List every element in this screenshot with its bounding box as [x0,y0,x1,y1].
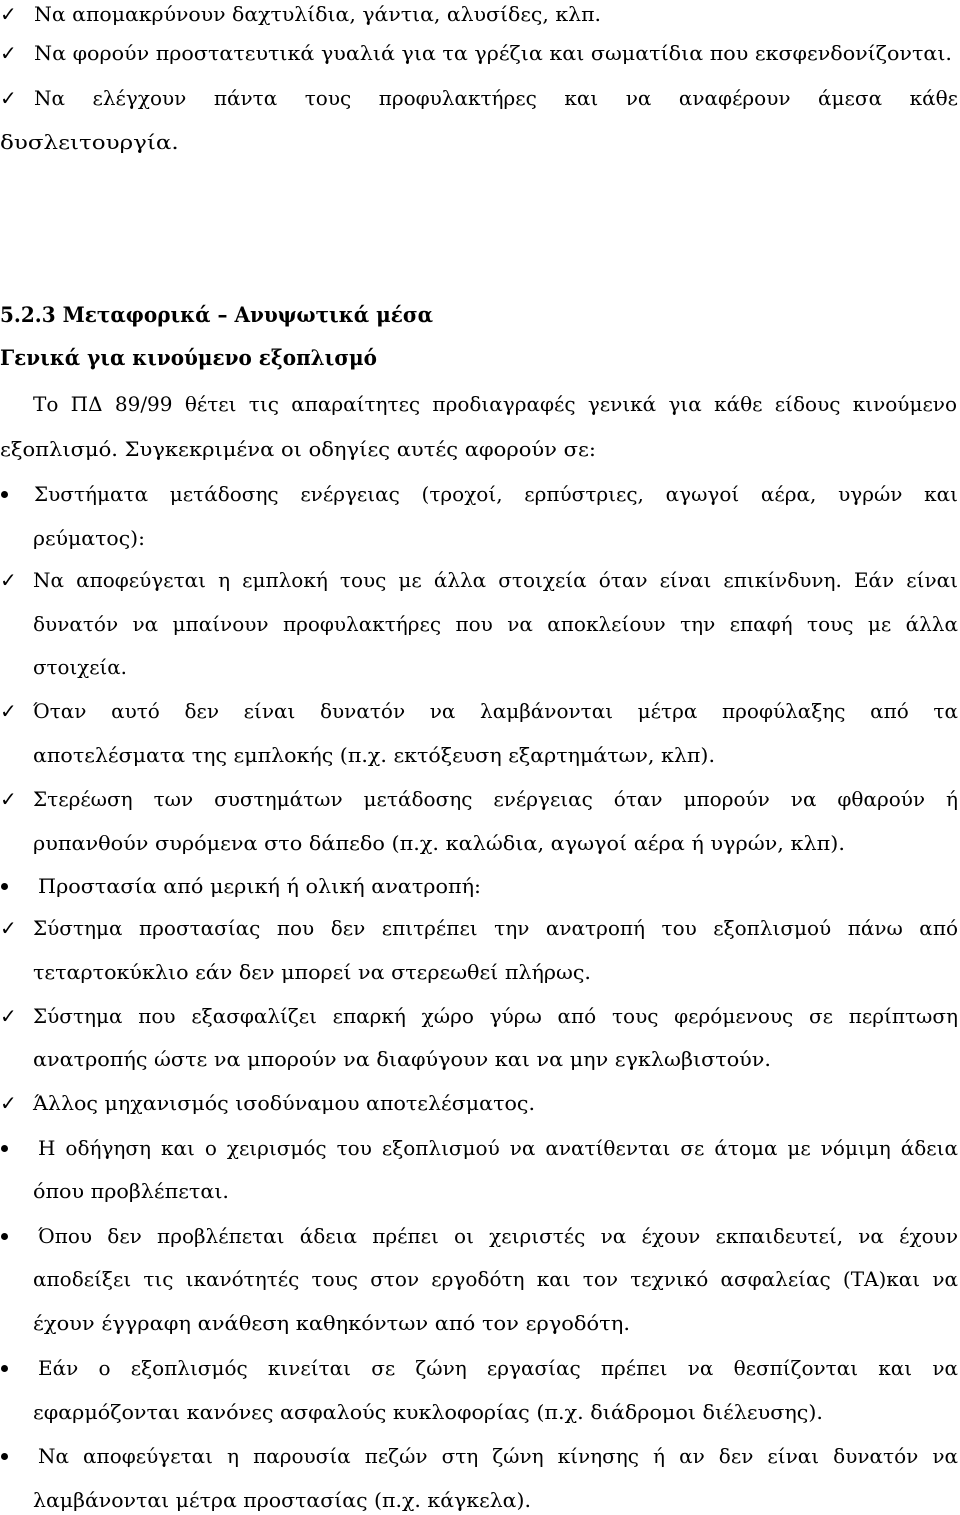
list-item-continuation: ρεύματος): [33,526,145,550]
bullet-icon [1,491,8,498]
check-icon: ✓ [0,1004,17,1028]
check-icon: ✓ [0,41,17,65]
list-item: Συστήματα μετάδοσης ενέργειας (τροχοί, ερπύστριες, αγωγοί αέρα, υγρών και [34,482,958,506]
bullet-icon [1,1365,8,1372]
list-item-continuation: αποδείξει τις ικανότητές τους στον εργοδότη και τον τεχνικό ασφαλείας (ΤΑ)και να [33,1267,958,1291]
list-item-continuation: εφαρμόζονται κανόνες ασφαλούς κυκλοφορίας (π.χ. διάδρομοι διέλευσης). [33,1400,824,1424]
list-item: Να φορούν προστατευτικά γυαλιά για τα γρέζια και σωματίδια που εκσφενδονίζονται. [34,41,952,65]
list-item: Σύστημα προστασίας που δεν επιτρέπει την ανατροπή του εξοπλισμού πάνω από [33,916,958,940]
list-item-continuation: αποτελέσματα της εμπλοκής (π.χ. εκτόξευση εξαρτημάτων, κλπ). [33,743,715,767]
bullet-icon [1,1145,8,1152]
list-item: Να αποφεύγεται η παρουσία πεζών στη ζώνη κίνησης ή αν δεν είναι δυνατόν να [38,1444,958,1468]
bullet-icon [1,883,8,890]
list-item: Όταν αυτό δεν είναι δυνατόν να λαμβάνονται μέτρα προφύλαξης από τα [33,699,958,723]
list-item-continuation: δυνατόν να μπαίνουν προφυλακτήρες που να αποκλείουν την επαφή τους με άλλα [33,612,958,636]
list-item: Προστασία από μερική ή ολική ανατροπή: [38,874,482,898]
bullet-icon [1,1453,8,1460]
list-item-continuation: έχουν έγγραφη ανάθεση καθηκόντων από τον εργοδότη. [33,1311,630,1335]
list-item: Να αποφεύγεται η εμπλοκή τους με άλλα στοιχεία όταν είναι επικίνδυνη. Εάν είναι [33,568,958,592]
check-icon: ✓ [0,916,17,940]
check-icon: ✓ [0,699,17,723]
section-subheading: Γενικά για κινούμενο εξοπλισμό [0,345,377,370]
check-icon: ✓ [0,787,17,811]
list-item: Εάν ο εξοπλισμός κινείται σε ζώνη εργασίας πρέπει να θεσπίζονται και να [38,1356,958,1380]
list-item-continuation: στοιχεία. [33,655,127,679]
list-item-continuation: όπου προβλέπεται. [33,1179,229,1203]
check-icon: ✓ [0,2,17,26]
list-item: Άλλος μηχανισμός ισοδύναμου αποτελέσματος. [33,1091,535,1115]
list-item: Όπου δεν προβλέπεται άδεια πρέπει οι χειριστές να έχουν εκπαιδευτεί, να έχουν [38,1224,958,1248]
list-item-continuation: λαμβάνονται μέτρα προστασίας (π.χ. κάγκελα). [33,1488,531,1512]
check-icon: ✓ [0,86,17,110]
list-item-continuation: τεταρτοκύκλιο εάν δεν μπορεί να στερεωθεί πλήρως. [33,960,591,984]
list-item: Να ελέγχουν πάντα τους προφυλακτήρες και να αναφέρουν άμεσα κάθε [34,86,958,110]
list-item-continuation: δυσλειτουργία. [0,130,179,154]
intro-text: εξοπλισμό. Συγκεκριμένα οι οδηγίες αυτές αφορούν σε: [0,437,596,461]
list-item-continuation: ρυπανθούν συρόμενα στο δάπεδο (π.χ. καλώδια, αγωγοί αέρα ή υγρών, κλπ). [33,831,845,855]
intro-text: Το ΠΔ 89/99 θέτει τις απαραίτητες προδιαγραφές γενικά για κάθε είδους κινούμενο [33,392,957,416]
list-item-continuation: ανατροπής ώστε να μπορούν να διαφύγουν και να μην εγκλωβιστούν. [33,1047,771,1071]
list-item: Σύστημα που εξασφαλίζει επαρκή χώρο γύρω από τους φερόμενους σε περίπτωση [33,1004,958,1028]
check-icon: ✓ [0,568,17,592]
check-icon: ✓ [0,1091,17,1115]
list-item: Η οδήγηση και ο χειρισμός του εξοπλισμού να ανατίθενται σε άτομα με νόμιμη άδεια [38,1136,958,1160]
bullet-icon [1,1233,8,1240]
list-item: Να απομακρύνουν δαχτυλίδια, γάντια, αλυσίδες, κλπ. [34,2,602,26]
list-item: Στερέωση των συστημάτων μετάδοσης ενέργειας όταν μπορούν να φθαρούν ή [33,787,958,811]
section-heading: 5.2.3 Μεταφορικά – Ανυψωτικά μέσα [0,302,433,327]
